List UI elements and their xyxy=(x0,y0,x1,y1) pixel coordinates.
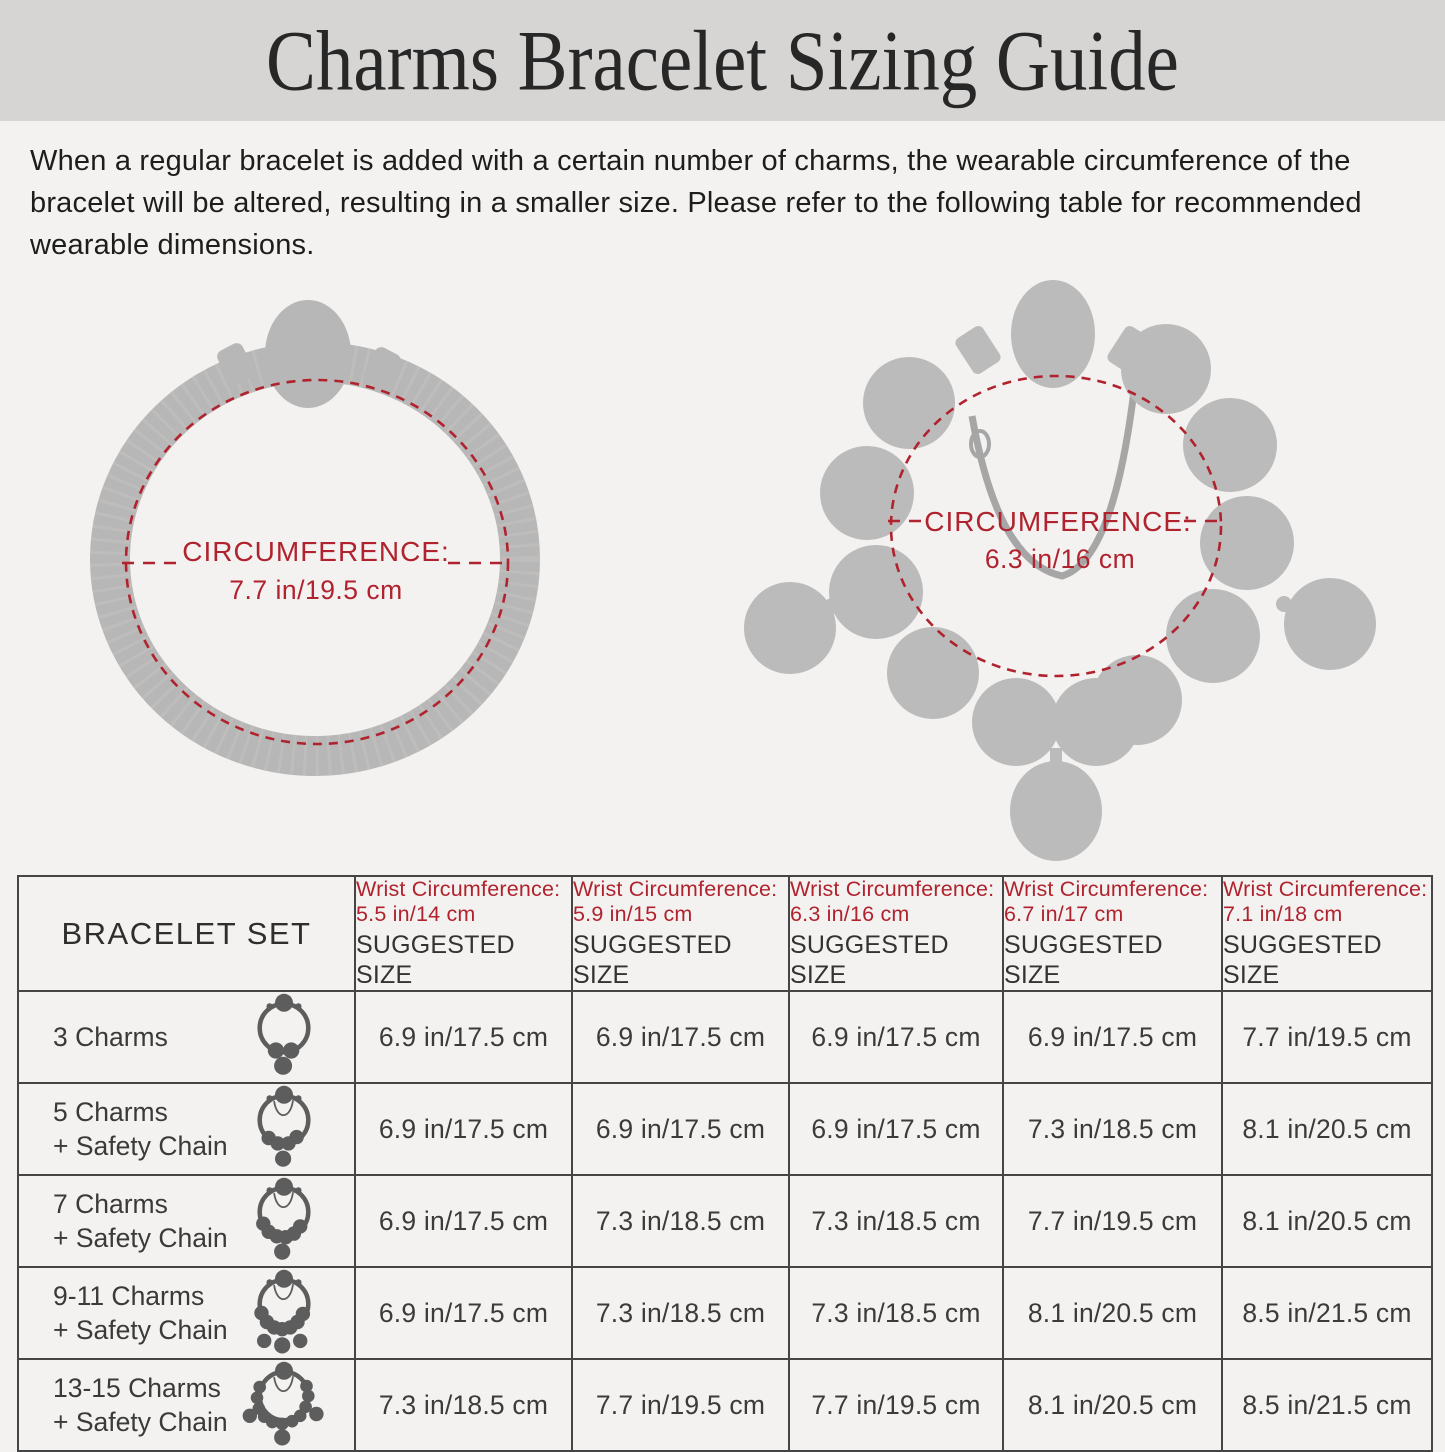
suggested-size-label: SUGGESTED SIZE xyxy=(573,931,732,989)
bracelet-set-label: 13-15 Charms + Safety Chain xyxy=(53,1373,228,1437)
suggested-size-value: 7.7 in/19.5 cm xyxy=(1003,1175,1222,1267)
page-title: Charms Bracelet Sizing Guide xyxy=(266,12,1179,108)
bracelet-set-cell xyxy=(18,1083,355,1175)
charm-bead xyxy=(1200,496,1294,590)
table-row xyxy=(18,1083,1432,1175)
intro-paragraph: When a regular bracelet is added with a certain number of charms, the wearable circumference of the bracelet will be altered, resulting in a smaller size. Please refer to the following table for recommended wearable dimensions. xyxy=(30,145,1362,261)
dangle-charm xyxy=(1010,761,1102,861)
suggested-size-value: 7.3 in/18.5 cm xyxy=(1003,1083,1222,1175)
bracelet-set-label: 9-11 Charms + Safety Chain xyxy=(53,1281,228,1345)
title-banner xyxy=(0,0,1445,121)
suggested-size-label: SUGGESTED SIZE xyxy=(356,931,515,989)
charm-bead xyxy=(1166,589,1260,683)
suggested-size-value: 7.7 in/19.5 cm xyxy=(789,1359,1003,1451)
circumference-value: 6.3 in/16 cm xyxy=(984,544,1136,574)
clasp-ball-icon xyxy=(265,300,351,408)
bracelet-set-cell xyxy=(18,1267,355,1359)
circumference-label: CIRCUMFERENCE: xyxy=(182,536,450,567)
wrist-circumference-label: Wrist Circumference: xyxy=(573,877,778,901)
suggested-size-value: 7.3 in/18.5 cm xyxy=(789,1267,1003,1359)
suggested-size-value: 6.9 in/17.5 cm xyxy=(789,991,1003,1083)
bracelet-set-label: 3 Charms xyxy=(53,1022,168,1052)
wrist-circumference-value: 5.9 in/15 cm xyxy=(573,902,693,926)
dangle-charm xyxy=(744,582,836,674)
suggested-size-value: 7.7 in/19.5 cm xyxy=(572,1359,789,1451)
suggested-size-value: 8.1 in/20.5 cm xyxy=(1222,1083,1432,1175)
charm-bracelet-figure xyxy=(744,280,1376,861)
suggested-size-value: 7.3 in/18.5 cm xyxy=(572,1267,789,1359)
suggested-size-label: SUGGESTED SIZE xyxy=(790,931,949,989)
plain-bracelet-figure xyxy=(110,300,520,756)
suggested-size-value: 6.9 in/17.5 cm xyxy=(572,991,789,1083)
wrist-circumference-value: 6.7 in/17 cm xyxy=(1004,902,1124,926)
column-header-wrist-5-5 xyxy=(355,876,572,991)
suggested-size-value: 8.1 in/20.5 cm xyxy=(1003,1267,1222,1359)
suggested-size-value: 7.3 in/18.5 cm xyxy=(355,1359,572,1451)
suggested-size-value: 8.1 in/20.5 cm xyxy=(1222,1175,1432,1267)
suggested-size-value: 6.9 in/17.5 cm xyxy=(1003,991,1222,1083)
table-row xyxy=(18,991,1432,1083)
wrist-circumference-label: Wrist Circumference: xyxy=(790,877,995,901)
bracelet-3-charms-icon xyxy=(236,992,332,1082)
wrist-circumference-label: Wrist Circumference: xyxy=(356,877,561,901)
bracelet-5-charms-safety-chain-icon xyxy=(236,1084,332,1174)
bracelet-7-charms-safety-chain-icon xyxy=(236,1176,332,1266)
column-header-wrist-6-7 xyxy=(1003,876,1222,991)
bracelet-9-11-charms-safety-chain-icon xyxy=(236,1268,332,1358)
bracelet-set-cell xyxy=(18,991,355,1083)
suggested-size-value: 8.5 in/21.5 cm xyxy=(1222,1267,1432,1359)
charm-bead xyxy=(1011,280,1095,388)
wrist-circumference-label: Wrist Circumference: xyxy=(1223,877,1428,901)
suggested-size-label: SUGGESTED SIZE xyxy=(1004,931,1163,989)
circumference-label: CIRCUMFERENCE: xyxy=(924,506,1192,537)
table-row xyxy=(18,1267,1432,1359)
suggested-size-value: 6.9 in/17.5 cm xyxy=(355,991,572,1083)
suggested-size-value: 6.9 in/17.5 cm xyxy=(572,1083,789,1175)
wrist-circumference-label: Wrist Circumference: xyxy=(1004,877,1209,901)
charm-bead xyxy=(887,627,979,719)
suggested-size-value: 7.7 in/19.5 cm xyxy=(1222,991,1432,1083)
bracelet-13-15-charms-safety-chain-icon xyxy=(236,1360,332,1450)
column-header-wrist-6-3 xyxy=(789,876,1003,991)
dangle-charm xyxy=(1284,578,1376,670)
suggested-size-label: SUGGESTED SIZE xyxy=(1223,931,1382,989)
wrist-circumference-value: 6.3 in/16 cm xyxy=(790,902,910,926)
charm-bead xyxy=(1052,678,1140,766)
suggested-size-value: 8.1 in/20.5 cm xyxy=(1003,1359,1222,1451)
bracelet-figures xyxy=(0,276,1445,866)
charm-bead xyxy=(972,678,1060,766)
suggested-size-value: 8.5 in/21.5 cm xyxy=(1222,1359,1432,1451)
suggested-size-value: 6.9 in/17.5 cm xyxy=(789,1083,1003,1175)
charm-bead xyxy=(1183,398,1277,492)
charm-bead xyxy=(863,357,955,449)
wrist-circumference-value: 5.5 in/14 cm xyxy=(356,902,476,926)
suggested-size-value: 6.9 in/17.5 cm xyxy=(355,1267,572,1359)
bracelet-set-cell xyxy=(18,1175,355,1267)
suggested-size-value: 7.3 in/18.5 cm xyxy=(789,1175,1003,1267)
suggested-size-value: 6.9 in/17.5 cm xyxy=(355,1175,572,1267)
table-header-row xyxy=(18,876,1432,991)
column-header-bracelet-set: BRACELET SET xyxy=(18,876,355,991)
column-header-wrist-5-9 xyxy=(572,876,789,991)
charm-bead xyxy=(820,446,914,540)
bracelet-set-label: 5 Charms + Safety Chain xyxy=(53,1097,228,1161)
charm-bead xyxy=(1121,324,1211,414)
sizing-table xyxy=(17,875,1433,1452)
suggested-size-value: 6.9 in/17.5 cm xyxy=(355,1083,572,1175)
circumference-value: 7.7 in/19.5 cm xyxy=(229,575,403,605)
wrist-circumference-value: 7.1 in/18 cm xyxy=(1223,902,1343,926)
charm-bead xyxy=(829,545,923,639)
clasp-stopper-left-icon xyxy=(953,324,1003,377)
column-header-wrist-7-1 xyxy=(1222,876,1432,991)
bracelet-set-label: 7 Charms + Safety Chain xyxy=(53,1189,228,1253)
table-row xyxy=(18,1359,1432,1451)
table-row xyxy=(18,1175,1432,1267)
bracelet-set-cell xyxy=(18,1359,355,1451)
suggested-size-value: 7.3 in/18.5 cm xyxy=(572,1175,789,1267)
